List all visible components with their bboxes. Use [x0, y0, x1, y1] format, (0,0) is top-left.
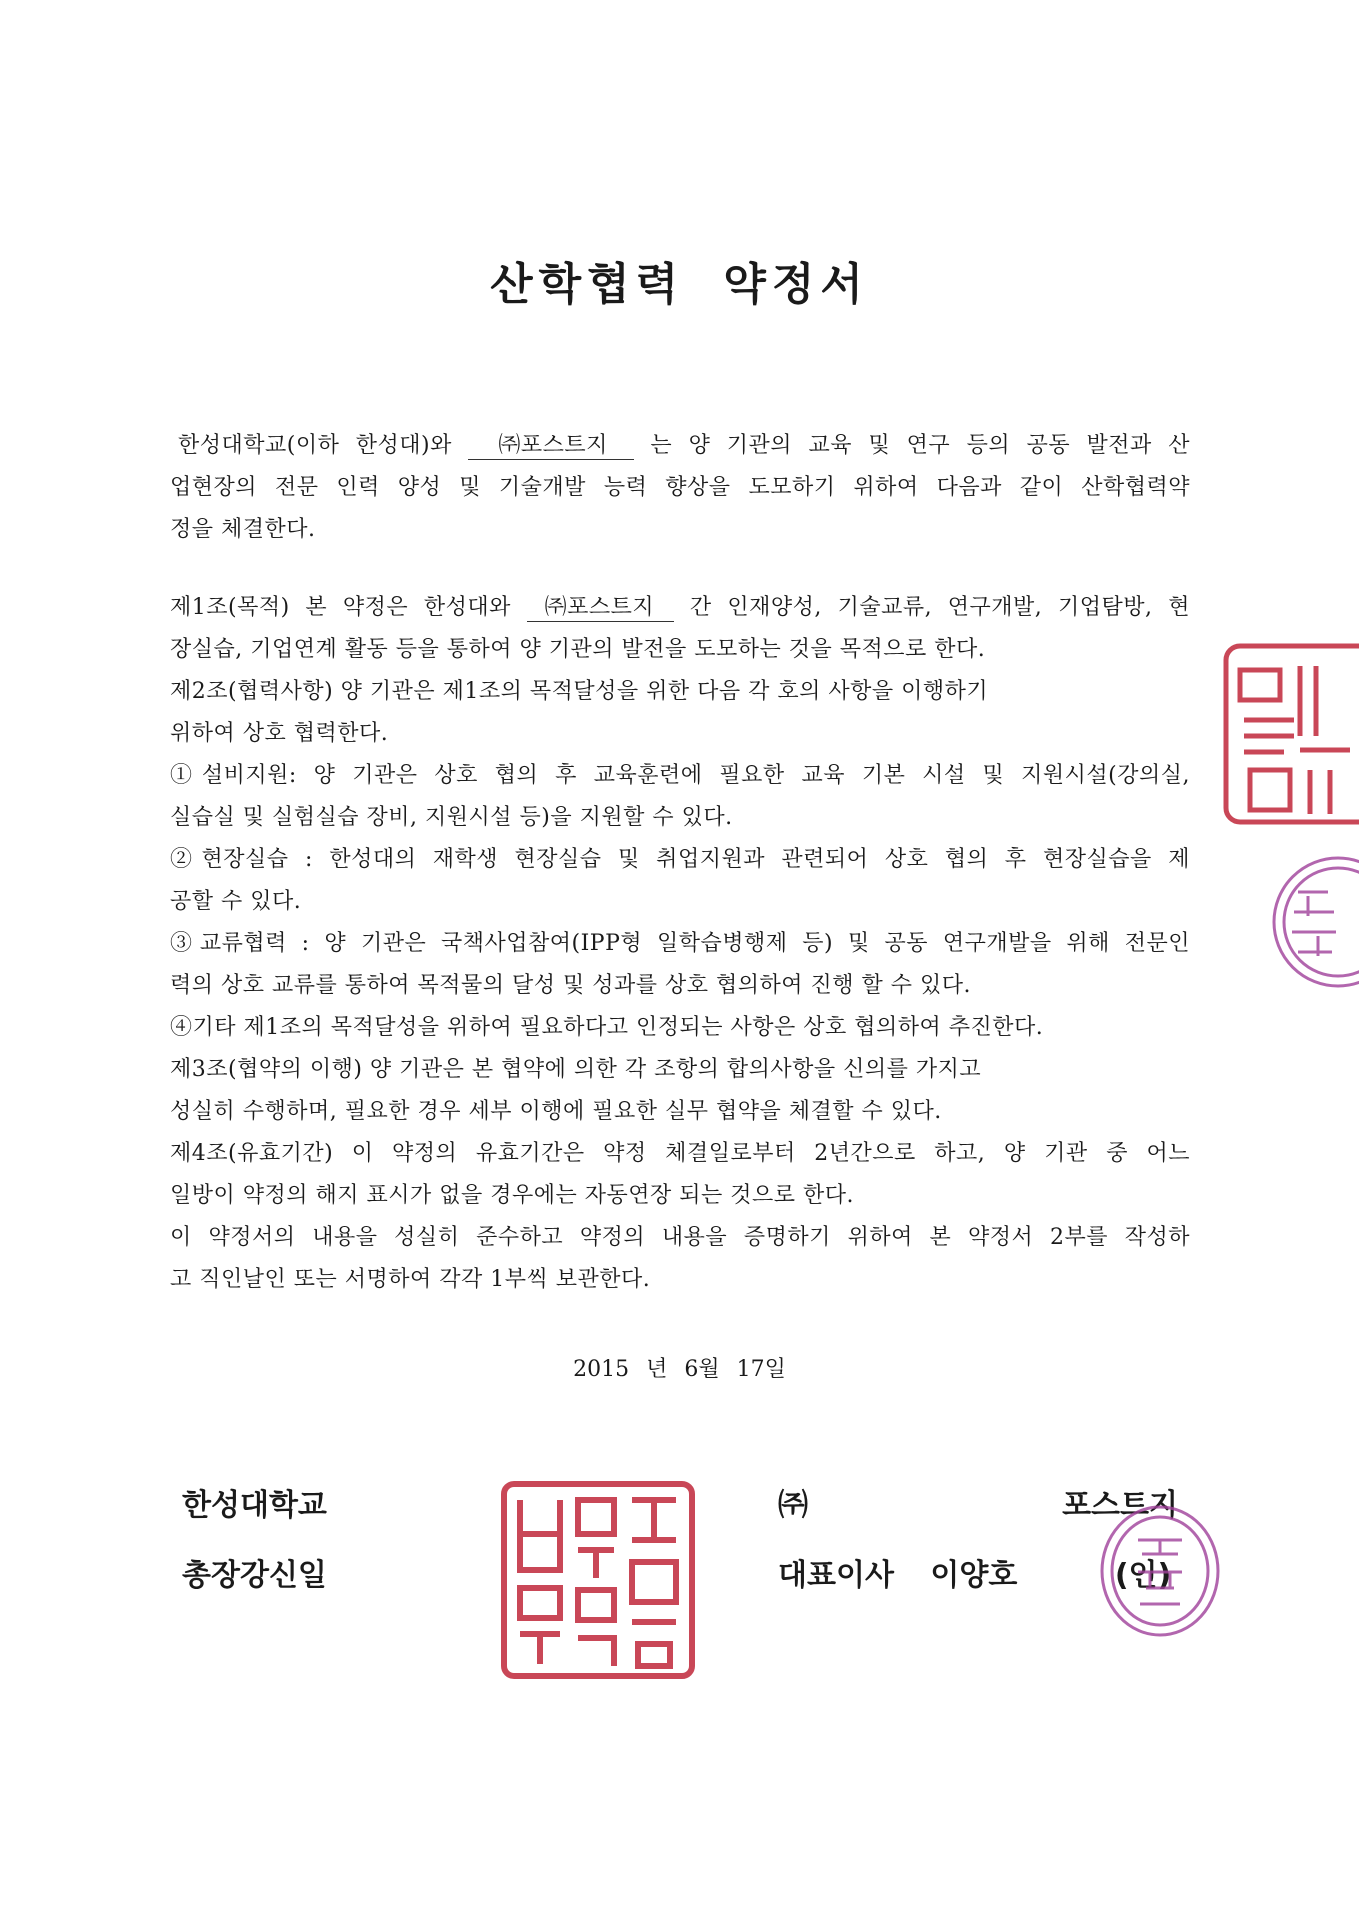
article2-item4-line-1: ④기타 제1조의 목적달성을 위하여 필요하다고 인정되는 사항은 상호 협의하여 추진한다.: [170, 1015, 1044, 1040]
article2-item2-line-1: ②현장실습 : 한성대의 재학생 현장실습 및 취업지원과 관련되어 상호 협의 후 현장실습을 제: [170, 847, 1190, 872]
signature-right-title: 대표이사: [778, 1558, 894, 1593]
article4-line-1: 제4조(유효기간) 이 약정의 유효기간은 약정 체결일로부터 2년간으로 하고, 양 기관 중 어느: [170, 1141, 1190, 1166]
intro-prefix: 한성대학교(이하 한성대)와: [178, 433, 452, 458]
article2-item3-line-1: ③교류협력 : 양 기관은 국책사업참여(IPP형 일학습병행제 등) 및 공동 연구개발을 위해 전문인: [170, 931, 1190, 956]
intro-line-2: 업현장의 전문 인력 양성 및 기술개발 능력 향상을 도모하기 위하여 다음과 같이 산학협력약: [170, 475, 1190, 500]
signature-right-org: ㈜포스트지: [778, 1488, 1178, 1523]
intro-line-3: 정을 체결한다.: [170, 517, 316, 542]
intro-line-1: [178, 428, 1190, 460]
article1-line-2: 장실습, 기업연계 활동 등을 통하여 양 기관의 발전을 도모하는 것을 목적으로 한다.: [170, 637, 986, 662]
signature-seal-mark: (인): [1114, 1558, 1172, 1593]
article3-line-1: 제3조(협약의 이행) 양 기관은 본 협약에 의한 각 조항의 합의사항을 신의를 가지고: [170, 1057, 982, 1082]
closing-line-1: 이 약정서의 내용을 성실히 준수하고 약정의 내용을 증명하기 위하여 본 약정서 2부를 작성하: [170, 1225, 1190, 1250]
company-purple-seal: [1098, 1502, 1222, 1640]
article4-line-2: 일방이 약정의 해지 표시가 없을 경우에는 자동연장 되는 것으로 한다.: [170, 1183, 854, 1208]
article2-item2-line-2: 공할 수 있다.: [170, 889, 302, 914]
article2-item3-line-2: 력의 상호 교류를 통하여 목적물의 달성 및 성과를 상호 협의하여 진행 할 수 있다.: [170, 973, 971, 998]
article1-line-1: [170, 590, 1190, 622]
margin-purple-seal-partial: [1258, 852, 1359, 992]
article1-suffix: 간 인재양성, 기술교류, 연구개발, 기업탐방, 현: [689, 595, 1190, 620]
document-title: 산학협력 약정서: [490, 259, 869, 310]
article2-line-1: 제2조(협력사항) 양 기관은 제1조의 목적달성을 위한 다음 각 호의 사항을 이행하기: [170, 679, 989, 704]
article2-item1-line-1: ①설비지원: 양 기관은 상호 협의 후 교육훈련에 필요한 교육 기본 시설 및 지원시설(강의실,: [170, 763, 1190, 788]
article2-line-2: 위하여 상호 협력한다.: [170, 721, 389, 746]
signature-left-org: 한성대학교: [182, 1488, 327, 1523]
article3-line-2: 성실히 수행하며, 필요한 경우 세부 이행에 필요한 실무 협약을 체결할 수 있다.: [170, 1099, 942, 1124]
article2-item1-line-2: 실습실 및 실험실습 장비, 지원시설 등)을 지원할 수 있다.: [170, 805, 733, 830]
closing-line-2: 고 직인날인 또는 서명하여 각각 1부씩 보관한다.: [170, 1267, 651, 1292]
article1-company-underlined: ㈜포스트지: [527, 590, 675, 622]
signature-left-name: 총장강신일: [182, 1558, 327, 1593]
margin-red-seal-partial: [1220, 640, 1359, 830]
university-red-seal: [498, 1478, 698, 1682]
signing-date: 2015 년 6월 17일: [573, 1357, 786, 1382]
article1-prefix: 제1조(목적) 본 약정은 한성대와: [170, 595, 511, 620]
signature-right-name: 이양호: [930, 1558, 1018, 1593]
intro-suffix: 는 양 기관의 교육 및 연구 등의 공동 발전과 산: [650, 433, 1191, 458]
intro-company-underlined: ㈜포스트지: [468, 428, 634, 460]
